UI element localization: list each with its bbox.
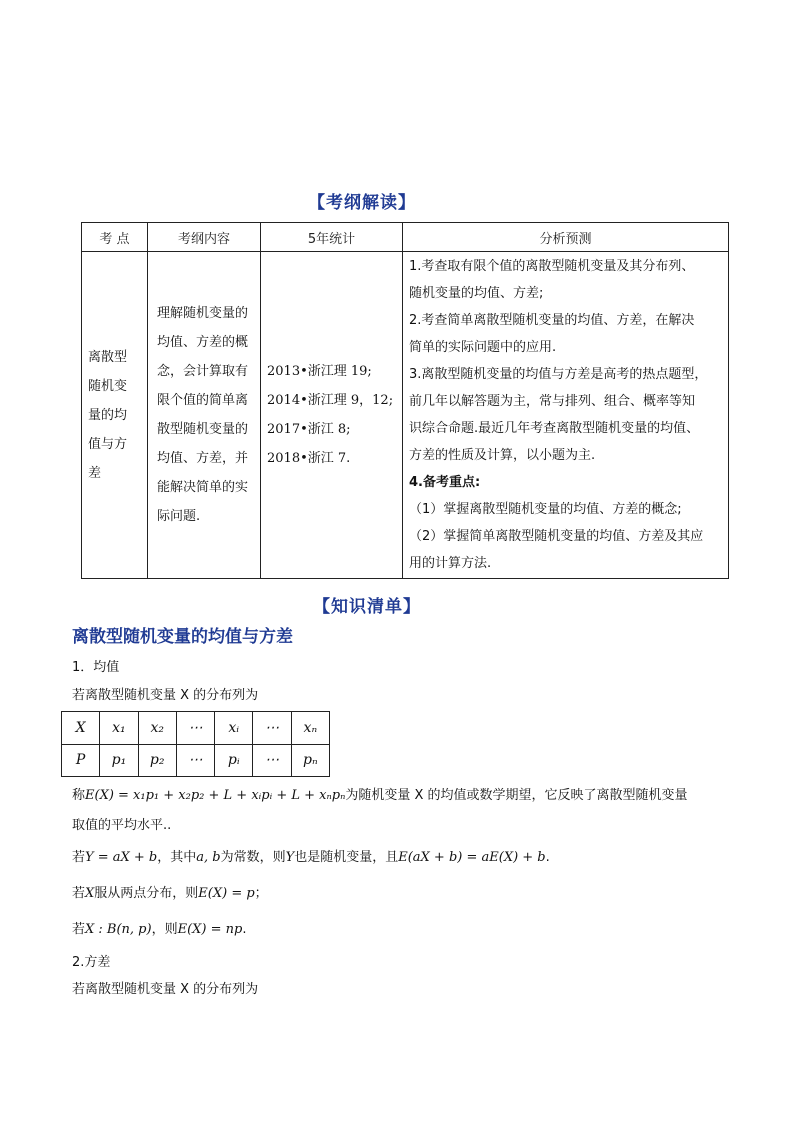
formula: X : B(n, p): [85, 922, 152, 937]
cell-line: 2018•浙江 7.: [267, 451, 351, 466]
cell-line: 2.考查简单离散型随机变量的均值、方差，在解决: [409, 313, 695, 328]
dist-cell: X: [62, 712, 100, 745]
table-header-row: [82, 223, 729, 252]
cell-line: 念，会计算取有: [157, 364, 249, 379]
header-stats: 5年统计: [261, 223, 403, 252]
cell-analysis: [403, 252, 729, 579]
dist-cell: ⋯: [253, 744, 291, 777]
text-span: 为常数，则: [220, 850, 286, 865]
exam-outline-table: [81, 222, 729, 579]
cell-point: [82, 252, 148, 579]
header-content: 考纲内容: [148, 223, 261, 252]
cell-line: 识综合命题.最近几年考查离散型随机变量的均值、: [409, 421, 700, 436]
dist-cell: pₙ: [291, 744, 329, 777]
cell-line: 随机变: [88, 378, 128, 394]
dist-intro-text: 若离散型随机变量 X 的分布列为: [72, 688, 259, 703]
formula-mean: E(X) = x₁p₁ + x₂p₂ + L + xᵢpᵢ + L + xₙpₙ: [85, 788, 346, 803]
cell-line: 均值、方差的概: [157, 335, 249, 350]
dist-cell: p₂: [138, 744, 176, 777]
cell-line: 用的计算方法.: [409, 556, 492, 571]
text-span: ，其中: [157, 850, 197, 865]
cell-line: 1.考查取有限个值的离散型随机变量及其分布列、: [409, 259, 695, 274]
dist-cell: xᵢ: [215, 712, 253, 745]
header-analysis: 分析预测: [403, 223, 729, 252]
header-point: 考 点: [82, 223, 148, 252]
text-span: 也是随机变量，且: [294, 850, 399, 865]
dist-cell: P: [62, 744, 100, 777]
dist-cell: x₁: [100, 712, 138, 745]
cell-line: 能解决简单的实: [157, 480, 249, 495]
dist-cell: xₙ: [291, 712, 329, 745]
dist-cell: p₁: [100, 744, 138, 777]
two-point-property: [72, 882, 268, 901]
text-span: .: [242, 922, 247, 937]
cell-line: 际问题.: [157, 509, 201, 524]
dist-cell: ⋯: [253, 712, 291, 745]
cell-stats: [261, 252, 403, 579]
cell-line: 简单的实际问题中的应用.: [409, 340, 557, 355]
cell-line: 2014•浙江理 9，12;: [267, 393, 394, 408]
text-span: 若: [72, 850, 86, 865]
table-row: [62, 744, 330, 777]
cell-line: 2013•浙江理 19;: [267, 364, 372, 379]
text-span: ，则: [151, 922, 178, 937]
cell-line: 理解随机变量的: [157, 306, 249, 321]
cell-line: 散型随机变量的: [157, 422, 249, 437]
cell-line: 均值、方差，并: [157, 451, 249, 466]
binomial-property: [72, 918, 246, 937]
mean-definition-cont: 取值的平均水平..: [72, 818, 172, 833]
topic-heading: 离散型随机变量的均值与方差: [72, 627, 293, 647]
formula: E(aX + b) = aE(X) + b: [398, 850, 546, 865]
table-row: [62, 712, 330, 745]
cell-line: 量的均: [88, 407, 128, 423]
formula: Y: [285, 850, 295, 865]
cell-line: （1）掌握离散型随机变量的均值、方差的概念;: [409, 502, 682, 517]
cell-line: 方差的性质及计算，以小题为主.: [409, 448, 596, 463]
cell-line: 限个值的简单离: [157, 393, 249, 408]
dist-cell: ⋯: [176, 712, 214, 745]
section-title-exam-outline: 【考纲解读】: [308, 193, 416, 213]
cell-line: 2017•浙江 8;: [267, 422, 351, 437]
subheading-mean: 1．均值: [72, 660, 120, 675]
section-title-knowledge-list: 【知识清单】: [313, 597, 421, 617]
formula: Y = aX + b: [85, 850, 158, 865]
linear-property: [72, 846, 550, 865]
dist-cell: ⋯: [176, 744, 214, 777]
text-span: 若: [72, 922, 86, 937]
mean-definition: [72, 784, 688, 803]
cell-line: 值与方: [88, 436, 128, 452]
text-span: 服从两点分布，则: [94, 886, 199, 901]
cell-line: 4.备考重点:: [409, 475, 481, 490]
dist-intro-text-2: 若离散型随机变量 X 的分布列为: [72, 982, 259, 997]
cell-content: [148, 252, 261, 579]
formula: E(X) = np: [177, 922, 243, 937]
formula: a, b: [196, 850, 221, 865]
cell-line: 随机变量的均值、方差;: [409, 286, 544, 301]
text-span: 若: [72, 886, 86, 901]
cell-line: 3.离散型随机变量的均值与方差是高考的热点题型，: [409, 367, 708, 382]
text-span: .: [545, 850, 550, 865]
dist-cell: pᵢ: [215, 744, 253, 777]
text-span: 为随机变量 X 的均值或数学期望，它反映了离散型随机变量: [345, 788, 688, 803]
cell-line: 差: [88, 465, 102, 481]
formula: E(X) = p: [198, 886, 255, 901]
text-span: ；: [254, 886, 268, 901]
subheading-variance: 2.方差: [72, 955, 111, 970]
text-span: 称: [72, 788, 86, 803]
formula: X: [85, 886, 95, 901]
distribution-table: [61, 711, 330, 777]
dist-cell: x₂: [138, 712, 176, 745]
table-row: [82, 252, 729, 579]
cell-line: （2）掌握简单离散型随机变量的均值、方差及其应: [409, 529, 704, 544]
cell-line: 离散型: [88, 349, 128, 365]
cell-line: 前几年以解答题为主，常与排列、组合、概率等知: [409, 394, 696, 409]
